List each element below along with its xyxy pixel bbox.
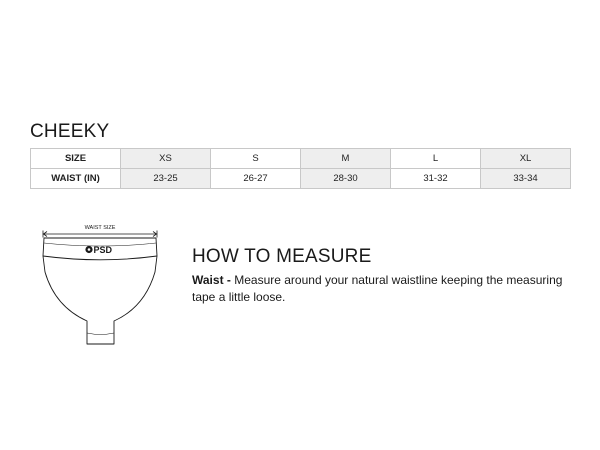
waist-instructions (192, 272, 576, 306)
table-cell: 31-32 (391, 169, 481, 189)
table-cell: 23-25 (121, 169, 211, 189)
table-cell: XL (481, 149, 571, 169)
table-row (31, 149, 571, 169)
how-to-measure-heading: HOW TO MEASURE (192, 246, 372, 267)
table-cell: 28-30 (301, 169, 391, 189)
table-row (31, 169, 571, 189)
waist-measure-arrow (43, 231, 157, 238)
size-chart-table (30, 148, 571, 189)
table-cell: M (301, 149, 391, 169)
table-cell: 33-34 (481, 169, 571, 189)
table-cell: 26-27 (211, 169, 301, 189)
psd-logo-icon (85, 245, 112, 255)
page-title: CHEEKY (30, 121, 110, 142)
waist-term: Waist - (192, 273, 231, 287)
table-cell: L (391, 149, 481, 169)
underwear-diagram (36, 220, 166, 360)
waist-description: Measure around your natural waistline keeping the measuring tape a little loose. (192, 273, 563, 304)
waist-size-label: WAIST SIZE (84, 225, 116, 231)
table-cell: XS (121, 149, 211, 169)
row-header-waist: WAIST (IN) (31, 169, 121, 189)
row-header-size: SIZE (31, 149, 121, 169)
table-cell: S (211, 149, 301, 169)
logo-text: PSD (93, 244, 113, 255)
